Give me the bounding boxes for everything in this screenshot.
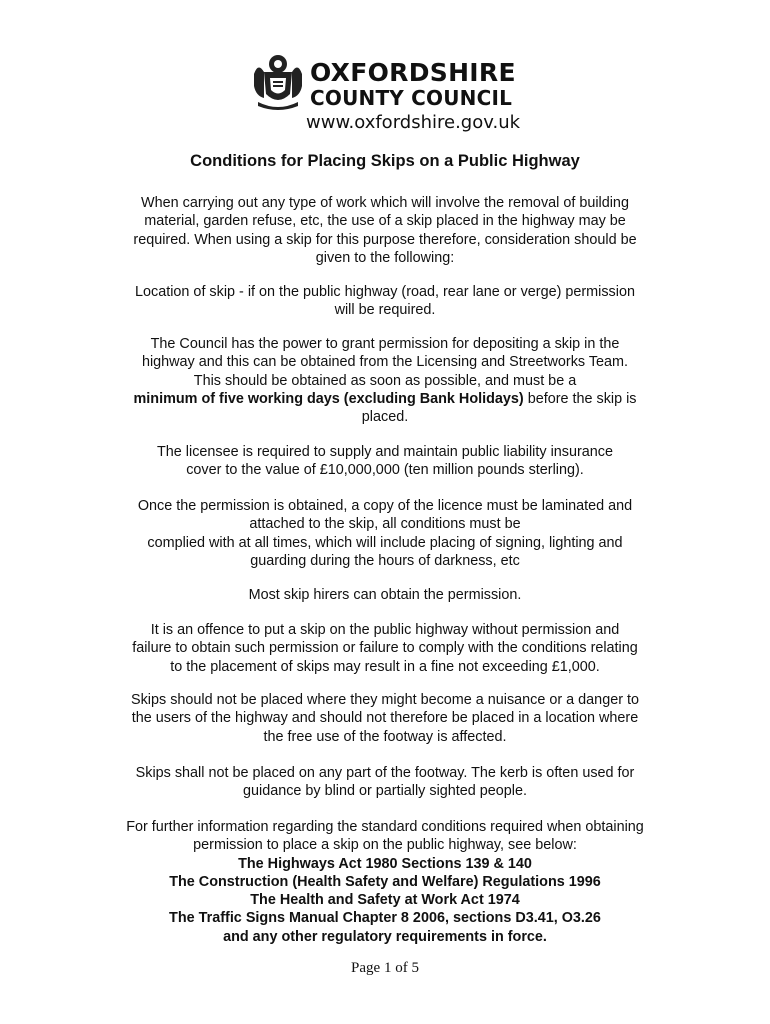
reference-item: The Highways Act 1980 Sections 139 & 140 <box>238 855 532 872</box>
text-line: highway and this can be obtained from the Licensing and Streetworks Team. <box>141 354 629 371</box>
paragraph-insurance <box>95 443 675 480</box>
text-line: Skips shall not be placed on any part of the footway. The kerb is often used for <box>135 765 635 781</box>
paragraph-permission <box>95 335 675 426</box>
paragraph-offence <box>95 621 675 676</box>
text-line: Most skip hirers can obtain the permission. <box>248 587 522 603</box>
text-line: material, garden refuse, etc, the use of a skip placed in the highway may be <box>144 213 626 230</box>
deadline-tail: before the skip is <box>523 390 637 407</box>
page-number: Page 1 of 5 <box>351 960 419 976</box>
text-line: For further information regarding the standard conditions required when obtaining <box>126 819 644 835</box>
paragraph-nuisance <box>95 691 675 746</box>
text-line: guidance by blind or partially sighted people. <box>242 783 527 800</box>
council-logo <box>250 52 520 140</box>
paragraph-hirers <box>95 586 675 604</box>
text-line: failure to obtain such permission or failure to comply with the conditions relating <box>132 640 638 657</box>
bold-deadline: minimum of five working days (excluding Bank Holidays) <box>133 390 524 407</box>
reference-item: The Traffic Signs Manual Chapter 8 2006, sections D3.41, O3.26 <box>169 910 601 927</box>
text-line: Once the permission is obtained, a copy of the licence must be laminated and <box>137 498 633 514</box>
paragraph-footway <box>95 764 675 801</box>
text-line: permission to place a skip on the public highway, see below: <box>193 837 577 854</box>
text-line: When carrying out any type of work which will involve the removal of building <box>141 195 629 211</box>
text-line: It is an offence to put a skip on the public highway without permission and <box>150 622 620 638</box>
council-crest-icon <box>250 52 306 114</box>
reference-item: The Health and Safety at Work Act 1974 <box>250 892 520 909</box>
paragraph-location <box>95 283 675 320</box>
text-line: guarding during the hours of darkness, etc <box>250 552 520 569</box>
text-line: given to the following: <box>315 249 455 266</box>
text-line: required. When using a skip for this purpose therefore, consideration should be <box>133 231 637 248</box>
paragraph-licence <box>95 497 675 570</box>
org-name-line1: OXFORDSHIRE <box>310 58 516 87</box>
org-name-line2: COUNTY COUNCIL <box>310 86 513 110</box>
text-line: attached to the skip, all conditions must be <box>249 516 521 533</box>
paragraph-references <box>95 818 675 946</box>
text-line: This should be obtained as soon as possible, and must be a <box>193 372 577 389</box>
reference-item: and any other regulatory requirements in force. <box>223 928 547 945</box>
text-line: complied with at all times, which will include placing of signing, lighting and <box>147 534 623 551</box>
text-line: to the placement of skips may result in a fine not exceeding £1,000. <box>170 658 600 675</box>
paragraph-intro <box>95 194 675 267</box>
text-line: will be required. <box>334 302 436 319</box>
document-title: Conditions for Placing Skips on a Public Highway <box>190 152 580 170</box>
text-line: the free use of the footway is affected. <box>263 728 507 745</box>
text-line: Skips should not be placed where they might become a nuisance or a danger to <box>131 692 639 708</box>
text-line <box>95 390 675 408</box>
text-line: The Council has the power to grant permission for depositing a skip in the <box>150 336 620 352</box>
reference-item: The Construction (Health Safety and Welfare) Regulations 1996 <box>169 873 601 890</box>
text-line: the users of the highway and should not therefore be placed in a location where <box>131 710 639 727</box>
text-line: Location of skip - if on the public highway (road, rear lane or verge) permission <box>135 284 635 300</box>
text-line: cover to the value of £10,000,000 (ten million pounds sterling). <box>186 462 584 479</box>
website-url[interactable]: www.oxfordshire.gov.uk <box>306 112 521 133</box>
text-line: The licensee is required to supply and maintain public liability insurance <box>157 444 613 460</box>
text-line: placed. <box>361 409 409 426</box>
